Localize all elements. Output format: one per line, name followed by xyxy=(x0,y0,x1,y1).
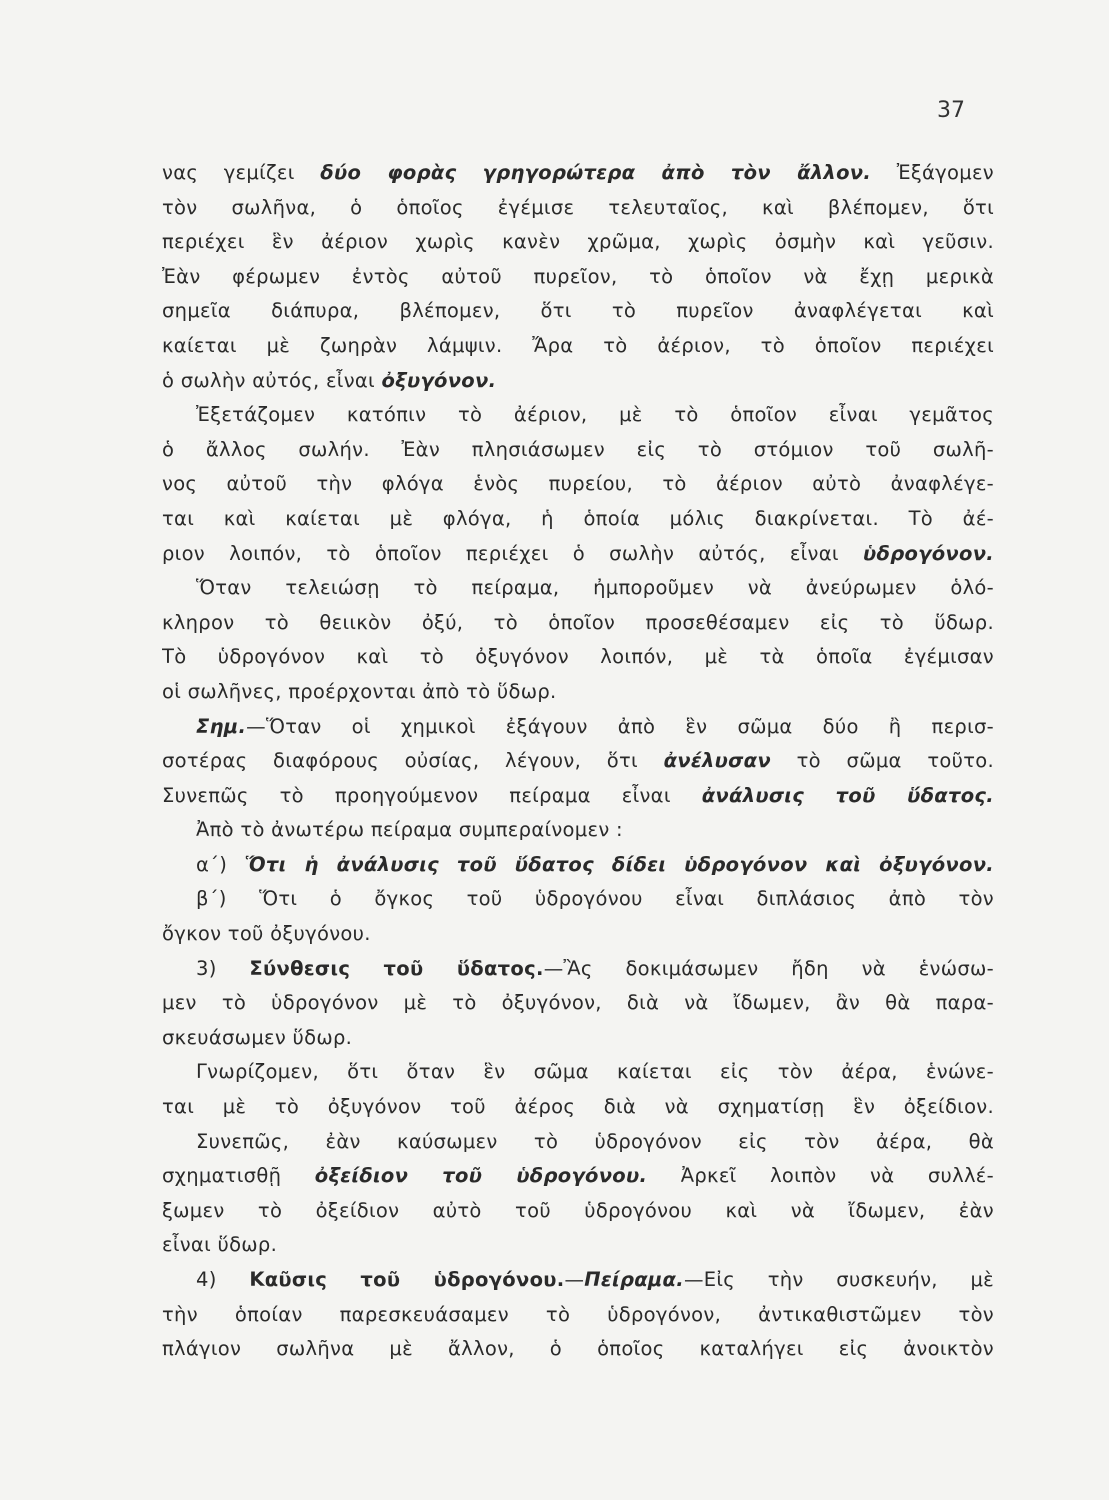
text-run: νας γεμίζει xyxy=(162,161,321,184)
section-heading: Καῦσις τοῦ ὑδρογόνου. xyxy=(249,1268,565,1291)
text-line: πλάγιον σωλῆνα μὲ ἄλλον, ὁ ὁποῖος καταλήγει εἰς ἀνοικτὸν xyxy=(162,1337,994,1361)
text-line xyxy=(162,952,994,987)
text-run: α΄) xyxy=(196,852,245,876)
text-line: σημεῖα διάπυρα, βλέπομεν, ὅτι τὸ πυρεῖον ἀναφλέγεται καὶ xyxy=(162,299,994,323)
text-line: Ἀπὸ τὸ ἀνωτέρω πείραμα συμπεραίνομεν : xyxy=(196,818,623,842)
text-line xyxy=(162,156,994,191)
text-line: τὸν σωλῆνα, ὁ ὁποῖος ἐγέμισε τελευταῖος, καὶ βλέπομεν, ὅτι xyxy=(162,195,994,219)
text-line: σκευάσωμεν ὕδωρ. xyxy=(162,1025,353,1049)
text-line: Ἐξετάζομεν κατόπιν τὸ ἀέριον, μὲ τὸ ὁποῖον εἶναι γεμᾶτος xyxy=(196,403,994,427)
text-line: ται μὲ τὸ ὀξυγόνον τοῦ ἀέρος διὰ νὰ σχηματίσῃ ἓν ὀξείδιον. xyxy=(162,1095,994,1119)
text-line xyxy=(162,744,994,779)
text-line xyxy=(162,848,994,883)
text-line: Ὅταν τελειώσῃ τὸ πείραμα, ἠμποροῦμεν νὰ ἀνεύρωμεν ὁλό- xyxy=(196,576,994,600)
text-line: κληρον τὸ θειικὸν ὀξύ, τὸ ὁποῖον προσεθέσαμεν εἰς τὸ ὕδωρ. xyxy=(162,610,994,634)
emphasis-text: ἀνάλυσις τοῦ ὕδατος. xyxy=(701,783,994,807)
text-line: Τὸ ὑδρογόνον καὶ τὸ ὀξυγόνον λοιπόν, μὲ τὰ ὁποῖα ἐγέμισαν xyxy=(162,645,994,669)
text-run: Ἐξάγομεν xyxy=(871,161,994,184)
emphasis-text: δύο φορὰς γρηγορώτερα ἀπὸ τὸν ἄλλον. xyxy=(320,161,872,184)
text-line: Γνωρίζομεν, ὅτι ὅταν ἓν σῶμα καίεται εἰς τὸν ἀέρα, ἑνώνε- xyxy=(196,1060,994,1084)
text-line: μεν τὸ ὑδρογόνον μὲ τὸ ὀξυγόνον, διὰ νὰ ἴδωμεν, ἂν θὰ παρα- xyxy=(162,991,994,1015)
text-line xyxy=(162,1263,994,1298)
text-line: οἱ σωλῆνες, προέρχονται ἀπὸ τὸ ὕδωρ. xyxy=(162,679,557,703)
text-run: 4) xyxy=(196,1268,250,1291)
text-line: ὄγκον τοῦ ὀξυγόνου. xyxy=(162,922,371,946)
text-run: —Εἰς τὴν συσκευήν, μὲ xyxy=(683,1268,994,1291)
text-run: —Ἂς δοκιμάσωμεν ἤδη νὰ ἑνώσω- xyxy=(543,956,994,980)
text-run: — xyxy=(564,1268,585,1291)
text-line: Ἐὰν φέρωμεν ἐντὸς αὐτοῦ πυρεῖον, τὸ ὁποῖον νὰ ἔχῃ μερικὰ xyxy=(162,264,994,288)
page-number: 37 xyxy=(937,98,965,123)
text-line: τὴν ὁποίαν παρεσκευάσαμεν τὸ ὑδρογόνον, ἀντικαθιστῶμεν τὸν xyxy=(162,1302,994,1326)
text-run: 3) xyxy=(196,956,250,980)
text-line xyxy=(162,779,994,814)
text-line: καίεται μὲ ζωηρὰν λάμψιν. Ἄρα τὸ ἀέριον, τὸ ὁποῖον περιέχει xyxy=(162,333,994,357)
text-run: —Ὅταν οἱ χημικοὶ ἐξάγουν ἀπὸ ἓν σῶμα δύο ἢ περισ- xyxy=(246,714,994,738)
emphasis-text: Ὅτι ἡ ἀνάλυσις τοῦ ὕδατος δίδει ὑδρογόνον καὶ ὀξυγόνον. xyxy=(244,852,994,876)
text-line: Συνεπῶς, ἐὰν καύσωμεν τὸ ὑδρογόνον εἰς τὸν ἀέρα, θὰ xyxy=(196,1129,994,1153)
text-line: περιέχει ἓν ἀέριον χωρὶς κανὲν χρῶμα, χωρὶς ὀσμὴν καὶ γεῦσιν. xyxy=(162,230,994,254)
text-line: ται καὶ καίεται μὲ φλόγα, ἡ ὁποία μόλις διακρίνεται. Τὸ ἀέ- xyxy=(162,506,994,530)
text-line: ξωμεν τὸ ὀξείδιον αὐτὸ τοῦ ὑδρογόνου καὶ νὰ ἴδωμεν, ἐὰν xyxy=(162,1198,994,1222)
emphasis-text: ὀξείδιον τοῦ ὑδρογόνου. xyxy=(314,1164,648,1188)
text-line: β΄) Ὅτι ὁ ὄγκος τοῦ ὑδρογόνου εἶναι διπλάσιος ἀπὸ τὸν xyxy=(196,887,994,911)
text-run: σοτέρας διαφόρους οὐσίας, λέγουν, ὅτι xyxy=(162,749,664,773)
emphasis-text: ὑδρογόνον. xyxy=(863,541,994,565)
text-run: τὸ σῶμα τοῦτο. xyxy=(770,749,994,773)
text-line xyxy=(162,364,994,399)
emphasis-text: ἀνέλυσαν xyxy=(663,749,771,773)
body-text xyxy=(162,156,994,1367)
text-line xyxy=(162,1159,994,1194)
section-heading: Σύνθεσις τοῦ ὕδατος. xyxy=(249,956,544,980)
text-line: ὁ ἄλλος σωλήν. Ἐὰν πλησιάσωμεν εἰς τὸ στόμιον τοῦ σωλῆ- xyxy=(162,437,994,461)
text-line xyxy=(162,710,994,745)
text-run: σχηματισθῇ xyxy=(162,1164,315,1188)
text-line: εἶναι ὕδωρ. xyxy=(162,1233,278,1257)
text-line xyxy=(162,537,994,572)
note-label: Σημ. xyxy=(196,714,247,738)
text-run: Ἀρκεῖ λοιπὸν νὰ συλλέ- xyxy=(647,1164,994,1188)
text-line: νος αὐτοῦ τὴν φλόγα ἑνὸς πυρείου, τὸ ἀέριον αὐτὸ ἀναφλέγε- xyxy=(162,472,994,496)
text-run: ριον λοιπόν, τὸ ὁποῖον περιέχει ὁ σωλὴν αὐτός, εἶναι xyxy=(162,541,864,565)
text-run: ὁ σωλὴν αὐτός, εἶναι xyxy=(162,368,382,392)
emphasis-text: ὀξυγόνον. xyxy=(381,368,497,392)
experiment-label: Πείραμα. xyxy=(584,1268,684,1291)
text-run: Συνεπῶς τὸ προηγούμενον πείραμα εἶναι xyxy=(162,783,702,807)
